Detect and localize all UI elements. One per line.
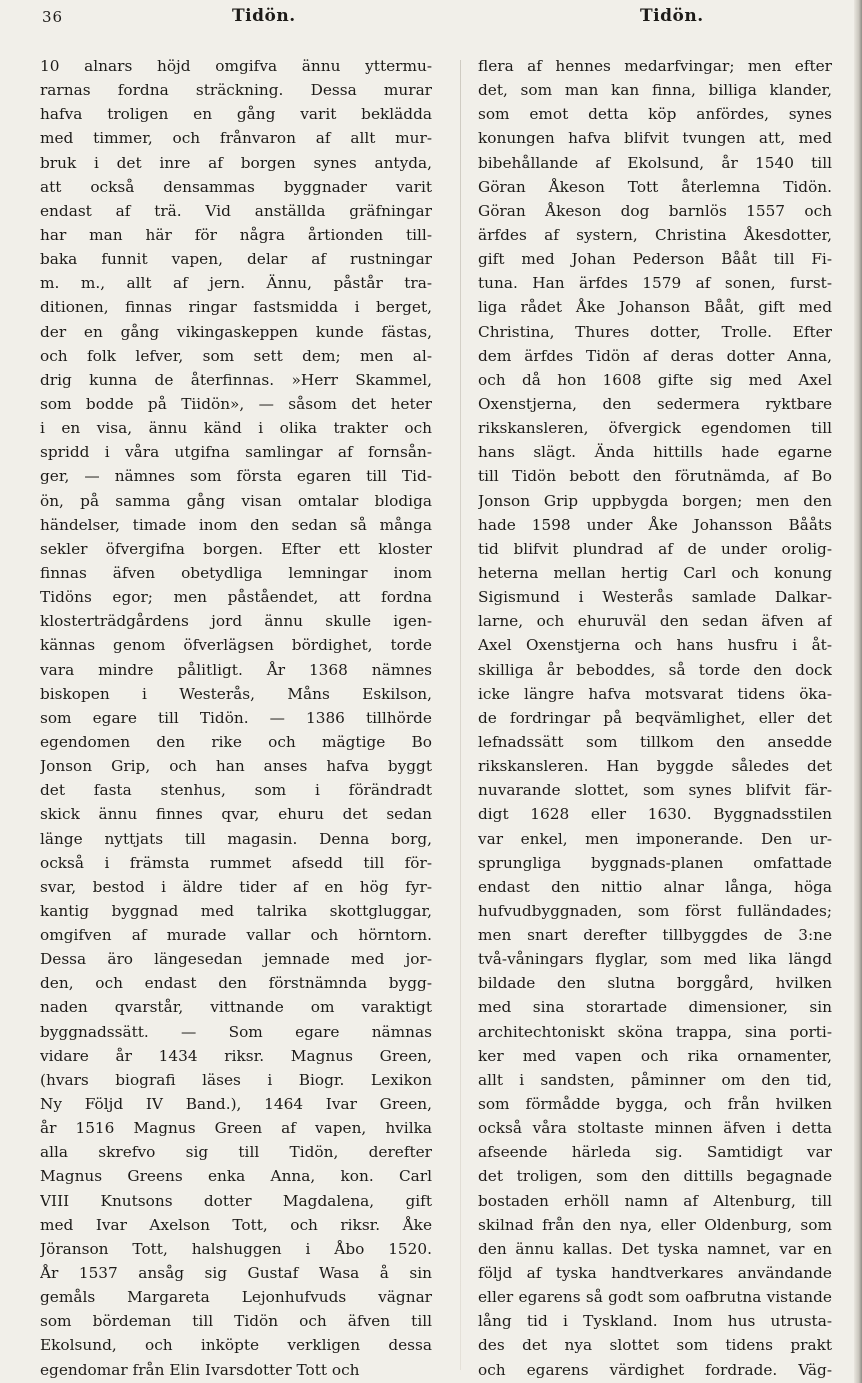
text-line: liga rådet Åke Johanson Bååt, gift med — [478, 298, 832, 317]
text-line: Tidöns egor; men påståendet, att fordna — [40, 588, 432, 607]
text-line: der en gång vikingaskeppen kunde fästas, — [40, 322, 432, 341]
text-line: den, och endast den förstnämnda bygg- — [40, 974, 432, 993]
text-line: Ny Följd IV Band.), 1464 Ivar Green, — [40, 1095, 432, 1114]
text-line: Göran Åkeson dog barnlös 1557 och — [478, 201, 832, 220]
text-line: klosterträdgårdens jord ännu skulle igen- — [40, 612, 432, 631]
text-line: Jonson Grip uppbygda borgen; men den — [478, 491, 832, 510]
text-line: ger, — nämnes som första egaren till Tid- — [40, 467, 432, 486]
text-line: drig kunna de återfinnas. »Herr Skammel, — [40, 370, 432, 389]
text-line: Axel Oxenstjerna och hans husfru i åt- — [478, 636, 832, 655]
page-edge — [854, 0, 862, 1383]
text-line: tid blifvit plundrad af de under orolig- — [478, 539, 832, 558]
text-line: och då hon 1608 gifte sig med Axel — [478, 370, 832, 389]
left-text-column — [40, 54, 432, 1382]
text-line: vara mindre pålitligt. År 1368 nämnes — [40, 660, 432, 679]
text-line: bibehållande af Ekolsund, år 1540 till — [478, 153, 832, 172]
text-line: byggnadssätt. — Som egare nämnas — [40, 1022, 432, 1041]
text-line: med sina storartade dimensioner, sin — [478, 998, 832, 1017]
text-line: dem ärfdes Tidön af deras dotter Anna, — [478, 346, 832, 365]
text-line: gemåls Margareta Lejonhufvuds vägnar — [40, 1288, 432, 1307]
text-line: kännas genom öfverlägsen bördighet, torde — [40, 636, 432, 655]
text-line: hufvudbyggnaden, som först fulländades; — [478, 901, 832, 920]
text-line: m. m., allt af jern. Ännu, påstår tra- — [40, 274, 432, 293]
text-line: som bodde på Tiidön», — såsom det heter — [40, 394, 432, 413]
text-line: också i främsta rummet afsedd till för- — [40, 853, 432, 872]
text-line: flera af hennes medarfvingar; men efter — [478, 57, 832, 75]
text-line: och folk lefver, som sett dem; men al- — [40, 346, 432, 365]
text-line: ditionen, finnas ringar fastsmidda i berget, — [40, 298, 432, 317]
text-line: till Tidön bebott den förutnämda, af Bo — [478, 467, 832, 486]
text-line: lefnadssätt som tillkom den ansedde — [478, 732, 832, 751]
text-line: sekler öfvergifna borgen. Efter ett kloster — [40, 539, 432, 558]
text-line: Sigismund i Westerås samlade Dalkar- — [478, 588, 832, 607]
text-line: lång tid i Tyskland. Inom hus utrusta- — [478, 1312, 832, 1331]
text-line: också våra stoltaste minnen äfven i detta — [478, 1119, 832, 1138]
text-line: Jöranson Tott, halshuggen i Åbo 1520. — [40, 1239, 432, 1258]
text-line: endast af trä. Vid anställda gräfningar — [40, 201, 432, 220]
text-line: architechtoniskt sköna trappa, sina porti- — [478, 1022, 832, 1041]
text-line: År 1537 ansåg sig Gustaf Wasa å sin — [40, 1264, 432, 1283]
text-line: Oxenstjerna, den sedermera ryktbare — [478, 394, 832, 413]
text-line: Dessa äro längesedan jemnade med jor- — [40, 950, 432, 969]
text-line: tuna. Han ärfdes 1579 af sonen, furst- — [478, 274, 832, 293]
text-line: rikskansleren. Han byggde således det — [478, 757, 832, 776]
text-line: det troligen, som den dittills begagnade — [478, 1167, 832, 1186]
text-line: ärfdes af systern, Christina Åkesdotter, — [478, 225, 832, 244]
text-line: bruk i det inre af borgen synes antyda, — [40, 153, 432, 172]
text-line: den ännu kallas. Det tyska namnet, var en — [478, 1239, 832, 1258]
text-line: att också densammas byggnader varit — [40, 177, 432, 196]
text-line: digt 1628 eller 1630. Byggnadsstilen — [478, 805, 832, 824]
text-line: VIII Knutsons dotter Magdalena, gift — [40, 1191, 432, 1210]
running-head-right: Tidön. — [640, 6, 704, 26]
page-number: 36 — [42, 8, 64, 26]
text-line: som emot detta köp anfördes, synes — [478, 105, 832, 124]
text-line: allt i sandsten, påminner om den tid, — [478, 1070, 832, 1089]
text-line: och egarens värdighet fordrade. Väg- — [478, 1360, 832, 1379]
text-line: det, som man kan finna, billiga klander, — [478, 81, 832, 100]
text-line: (hvars biografi läses i Biogr. Lexikon — [40, 1070, 432, 1089]
text-line: sprungliga byggnads-planen omfattade — [478, 853, 832, 872]
text-line: det fasta stenhus, som i förändradt — [40, 781, 432, 800]
running-head-left: Tidön. — [232, 6, 296, 26]
text-line: i en visa, ännu känd i olika trakter och — [40, 419, 432, 438]
text-line: 10 alnars höjd omgifva ännu yttermu- — [40, 57, 432, 75]
text-line: skilnad från den nya, eller Oldenburg, som — [478, 1215, 832, 1234]
text-line: larne, och ehuruväl den sedan äfven af — [478, 612, 832, 631]
text-line: länge nyttjats till magasin. Denna borg, — [40, 829, 432, 848]
text-line: naden qvarstår, vittnande om varaktigt — [40, 998, 432, 1017]
text-line: skick ännu finnes qvar, ehuru det sedan — [40, 805, 432, 824]
text-line: alla skrefvo sig till Tidön, derefter — [40, 1143, 432, 1162]
text-line: icke längre hafva motsvarat tidens öka- — [478, 684, 832, 703]
text-line: vidare år 1434 riksr. Magnus Green, — [40, 1046, 432, 1065]
text-line: omgifven af murade vallar och hörntorn. — [40, 926, 432, 945]
text-line: två-våningars flyglar, som med lika längd — [478, 950, 832, 969]
text-line: gift med Johan Pederson Bååt till Fi- — [478, 250, 832, 269]
text-line: men snart derefter tillbyggdes de 3:ne — [478, 926, 832, 945]
text-line: de fordringar på beqvämlighet, eller det — [478, 708, 832, 727]
text-line: Göran Åkeson Tott återlemna Tidön. — [478, 177, 832, 196]
text-line: skilliga år beboddes, så torde den dock — [478, 660, 832, 679]
text-line: baka funnit vapen, delar af rustningar — [40, 250, 432, 269]
text-line: ker med vapen och rika ornamenter, — [478, 1046, 832, 1065]
text-line: eller egarens så godt som oafbrutna vistande — [478, 1288, 832, 1307]
text-line: Ekolsund, och inköpte verkligen dessa — [40, 1336, 432, 1355]
text-line: egendomen den rike och mägtige Bo — [40, 732, 432, 751]
text-line: des det nya slottet som tidens prakt — [478, 1336, 832, 1355]
text-line: hans slägt. Ända hittills hade egarne — [478, 443, 832, 462]
text-line: hafva troligen en gång varit beklädda — [40, 105, 432, 124]
text-line: afseende härleda sig. Samtidigt var — [478, 1143, 832, 1162]
text-line: spridd i våra utgifna samlingar af fornsån- — [40, 443, 432, 462]
text-line: har man här för några årtionden till- — [40, 225, 432, 244]
text-line: rarnas fordna sträckning. Dessa murar — [40, 81, 432, 100]
text-line: egendomar från Elin Ivarsdotter Tott och — [40, 1360, 360, 1379]
text-line: kantig byggnad med talrika skottgluggar, — [40, 901, 432, 920]
text-line: följd af tyska handtverkares användande — [478, 1264, 832, 1283]
text-line: endast den nittio alnar långa, höga — [478, 877, 832, 896]
text-line: Christina, Thures dotter, Trolle. Efter — [478, 322, 832, 341]
text-line: rikskansleren, öfvergick egendomen till — [478, 419, 832, 438]
text-line: nuvarande slottet, som synes blifvit fär- — [478, 781, 832, 800]
text-line: bildade den slutna borggård, hvilken — [478, 974, 832, 993]
text-line: bostaden erhöll namn af Altenburg, till — [478, 1191, 832, 1210]
text-line: heterna mellan hertig Carl och konung — [478, 563, 832, 582]
text-line: år 1516 Magnus Green af vapen, hvilka — [40, 1119, 432, 1138]
column-divider — [460, 60, 461, 1370]
text-line: Jonson Grip, och han anses hafva byggt — [40, 757, 432, 776]
text-line: händelser, timade inom den sedan så många — [40, 515, 432, 534]
text-line: var enkel, men imponerande. Den ur- — [478, 829, 832, 848]
text-line: med Ivar Axelson Tott, och riksr. Åke — [40, 1215, 432, 1234]
text-line: som förmådde bygga, och från hvilken — [478, 1095, 832, 1114]
text-line: konungen hafva blifvit tvungen att, med — [478, 129, 832, 148]
text-line: ön, på samma gång visan omtalar blodiga — [40, 491, 432, 510]
text-line: med timmer, och frånvaron af allt mur- — [40, 129, 432, 148]
text-line: svar, bestod i äldre tider af en hög fyr- — [40, 877, 432, 896]
text-line: biskopen i Westerås, Måns Eskilson, — [40, 684, 432, 703]
text-line: Magnus Greens enka Anna, kon. Carl — [40, 1167, 432, 1186]
text-line: hade 1598 under Åke Johansson Bååts — [478, 515, 832, 534]
text-line: finnas äfven obetydliga lemningar inom — [40, 563, 432, 582]
right-text-column — [478, 54, 832, 1382]
text-line: som egare till Tidön. — 1386 tillhörde — [40, 708, 432, 727]
text-line: som bördeman till Tidön och äfven till — [40, 1312, 432, 1331]
